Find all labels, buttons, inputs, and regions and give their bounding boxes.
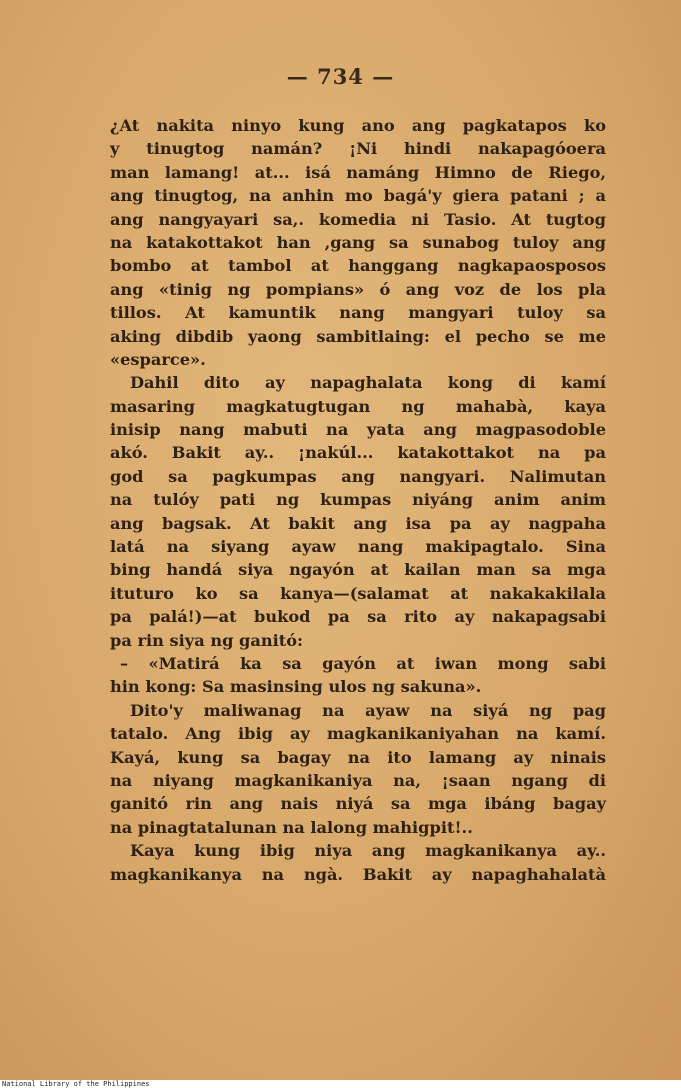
text-line: ang nangyayari sa,. komedia ni Tasio. At tugtog [110, 209, 606, 229]
text-line: ganitó rin ang nais niyá sa mga ibáng bagay [110, 794, 606, 814]
text-line: god sa pagkumpas ang nangyari. Nalimutan [110, 466, 606, 486]
text-line: inisip nang mabuti na yata ang magpasodoble [110, 420, 606, 440]
text-line: bing handá siya ngayón at kailan man sa mga [110, 560, 606, 580]
text-line: masaring magkatugtugan ng mahabà, kaya [110, 396, 606, 416]
text-line: ¿At nakita ninyo kung ano ang pagkatapos ko [110, 116, 606, 135]
text-line: ituturo ko sa kanya—(salamat at nakakakilala [110, 583, 606, 603]
text-line: ang «tinig ng pompians» ó ang voz de los pla [110, 279, 606, 299]
text-line: man lamang! at... isá namáng Himno de Riego, [110, 162, 606, 182]
text-line: «esparce». [110, 349, 206, 369]
text-line: Dahil dito ay napaghalata kong di kamí [130, 373, 606, 393]
text-line: pa rin siya ng ganitó: [110, 630, 304, 650]
text-line: Kayá, kung sa bagay na ito lamang ay ninais [110, 747, 606, 767]
text-line: na pinagtatalunan na lalong mahigpit!.. [110, 817, 473, 837]
text-line: na katakottakot han ,gang sa sunabog tuloy ang [110, 232, 606, 252]
text-line: na niyang magkanikaniya na, ¡saan ngang di [110, 770, 606, 790]
body-text [110, 114, 606, 886]
library-credit: National Library of the Philippines [2, 1080, 150, 1088]
text-line: ang bagsak. At bakit ang isa pa ay nagpaha [110, 513, 606, 533]
text-line: tatalo. Ang ibig ay magkanikaniyahan na kamí. [110, 724, 606, 744]
text-line: hin kong: Sa masinsing ulos ng sakuna». [110, 677, 482, 697]
text-line: Kaya kung ibig niya ang magkanikanya ay.. [130, 841, 606, 861]
text-line: – «Matirá ka sa gayón at iwan mong sabi [120, 653, 606, 673]
text-line: tillos. At kamuntik nang mangyari tuloy sa [110, 303, 606, 323]
text-line: Dito'y maliwanag na ayaw na siyá ng pag [130, 700, 606, 720]
text-line: na tulóy pati ng kumpas niyáng anim anim [110, 490, 606, 510]
text-line: y tinugtog namán? ¡Ni hindi nakapagóoera [110, 139, 606, 159]
text-line: bombo at tambol at hanggang nagkapaosposos [110, 256, 606, 276]
text-line: pa palá!)—at bukod pa sa rito ay nakapagsabi [110, 607, 606, 627]
text-line: latá na siyang ayaw nang makipagtalo. Sina [110, 537, 606, 557]
text-line: magkanikanya na ngà. Bakit ay napaghahalatà [110, 864, 606, 884]
text-line: akó. Bakit ay.. ¡nakúl... katakottakot na pa [110, 443, 606, 463]
page-number: — 734 — [286, 64, 395, 89]
text-line: aking dibdib yaong sambitlaing: el pecho se me [110, 326, 606, 346]
text-line: ang tinugtog, na anhin mo bagá'y giera patani ; a [110, 186, 606, 206]
